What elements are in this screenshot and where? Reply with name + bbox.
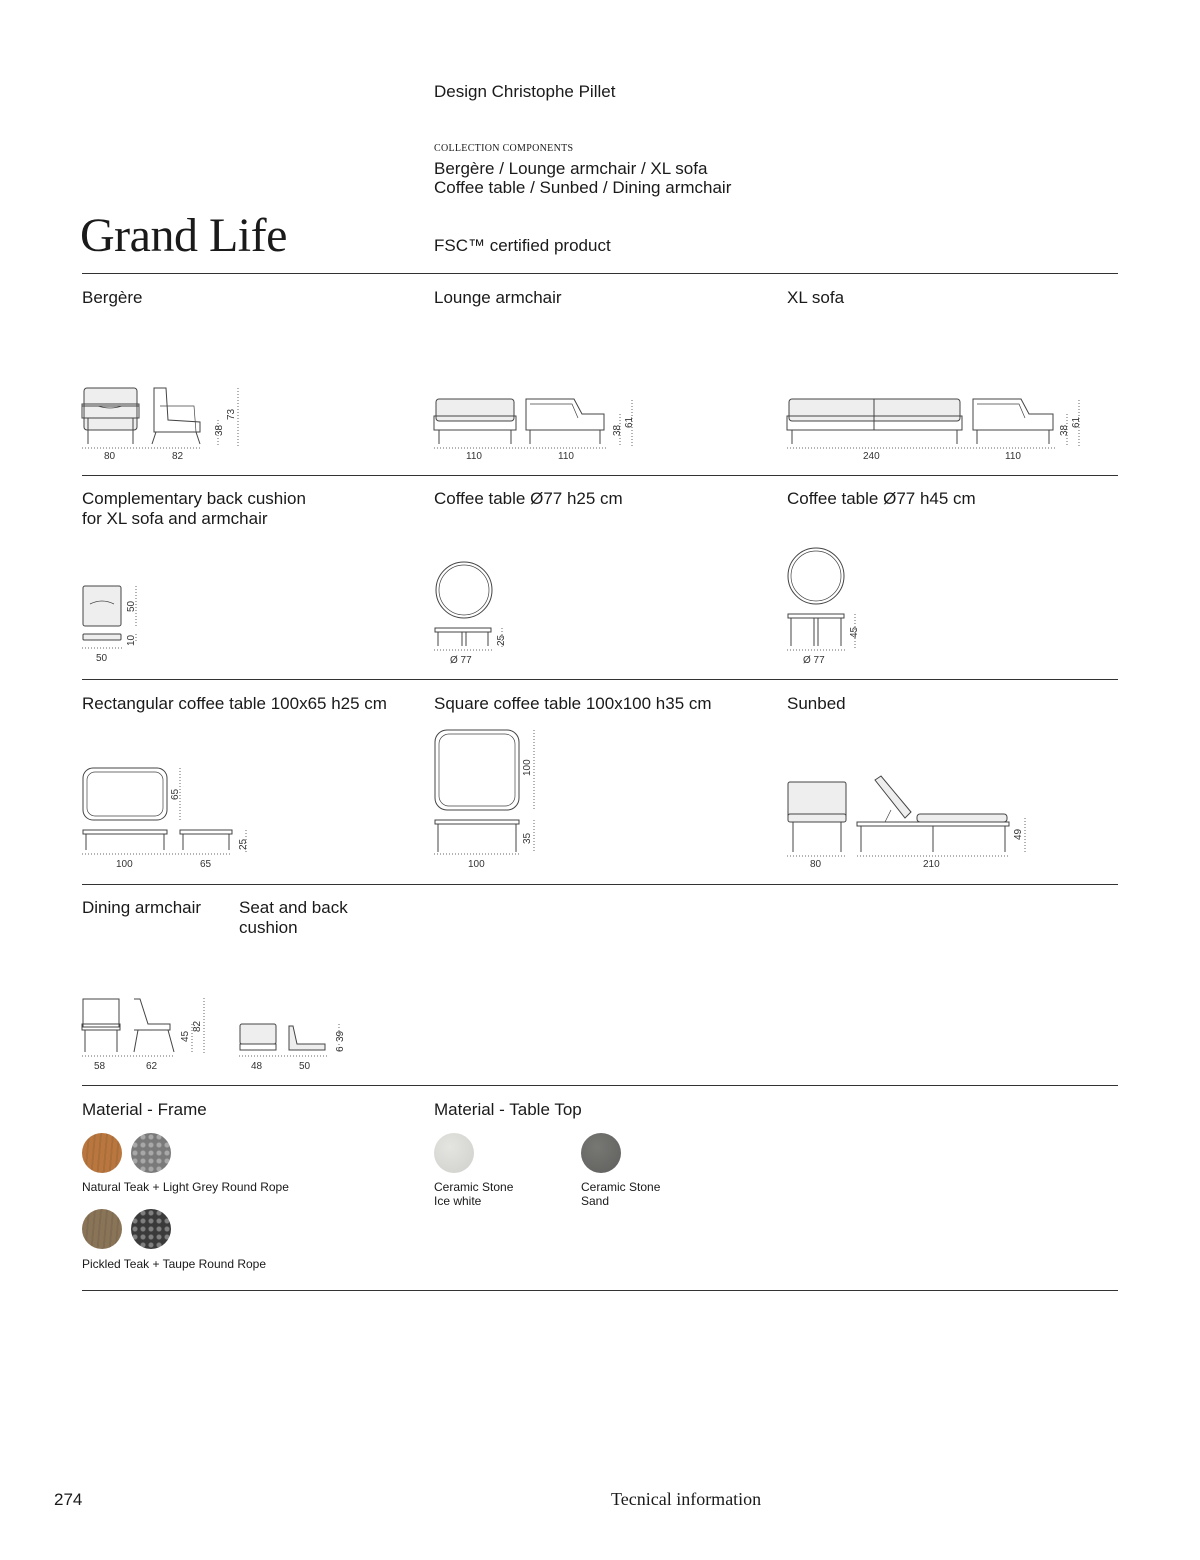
product-title-square: Square coffee table 100x100 h35 cm [434,694,712,713]
components-line-1: Bergère / Lounge armchair / XL sofa [434,159,708,178]
material-top-title: Material - Table Top [434,1100,582,1119]
dim-label: 6 [335,1046,346,1052]
material-top-label-line-1: Ceramic Stone [434,1180,514,1194]
dim-label: 110 [558,451,574,462]
seatcushion-drawing [239,1020,359,1076]
divider [82,679,1118,680]
dim-label: 48 [251,1061,263,1072]
coffee25-drawing [434,560,524,670]
dim-label: 25 [238,838,249,850]
page-number: 274 [54,1490,83,1509]
dim-label: Ø 77 [450,655,472,666]
dim-label: 45 [849,626,860,638]
dim-label: 35 [522,832,533,844]
dim-label: 210 [923,859,940,870]
components-label: COLLECTION COMPONENTS [434,143,574,154]
dim-label: 65 [170,788,181,800]
swatch-pickled-teak [82,1209,122,1249]
material-top-label-line-2: Sand [581,1194,610,1208]
dim-label: 65 [200,859,212,870]
dim-label: 39 [335,1030,346,1042]
dim-label: 62 [146,1061,158,1072]
swatch-light-grey-rope [131,1133,171,1173]
product-title-sunbed: Sunbed [787,694,846,713]
dim-label: 73 [226,408,237,420]
dim-label: 80 [810,859,822,870]
designer-credit: Design Christophe Pillet [434,82,616,101]
product-title-seatcushion-line-1: Seat and back [239,898,348,917]
material-frame-title: Material - Frame [82,1100,207,1119]
product-title-bergere: Bergère [82,288,143,307]
dim-label: 80 [104,451,116,462]
product-title-coffee45: Coffee table Ø77 h45 cm [787,489,976,508]
material-frame-label: Natural Teak + Light Grey Round Rope [82,1180,289,1194]
dim-label: 50 [96,653,108,664]
dim-label: 58 [94,1061,106,1072]
page-title: Grand Life [80,209,287,262]
coffee45-drawing [787,546,877,670]
dim-label: 50 [126,600,137,612]
dim-label: 10 [126,634,137,646]
divider [82,1085,1118,1086]
dim-label: 49 [1013,828,1024,840]
product-title-rect: Rectangular coffee table 100x65 h25 cm [82,694,387,713]
sunbed-drawing [787,776,1037,870]
swatch-taupe-rope [131,1209,171,1249]
dim-label: Ø 77 [803,655,825,666]
product-title-cushion-line-2: for XL sofa and armchair [82,509,268,528]
components-line-2: Coffee table / Sunbed / Dining armchair [434,178,732,197]
bergere-drawing [82,384,252,464]
dim-label: 110 [466,451,482,462]
swatch-sand [581,1133,621,1173]
material-top-label-line-2: Ice white [434,1194,482,1208]
dim-label: 61 [1071,416,1082,428]
material-frame-label: Pickled Teak + Taupe Round Rope [82,1257,267,1271]
dim-label: 61 [624,416,635,428]
dim-label: 110 [1005,451,1021,462]
dim-label: 38 [1059,424,1070,436]
dim-label: 82 [192,1020,203,1032]
product-title-xlsofa: XL sofa [787,288,845,307]
dim-label: 100 [468,859,485,870]
divider [82,884,1118,885]
dining-drawing [82,996,222,1076]
section-name: Tecnical information [611,1489,762,1509]
divider [82,1290,1118,1291]
rect-table-drawing [82,766,262,870]
swatch-ice-white [434,1133,474,1173]
material-top-label-line-1: Ceramic Stone [581,1180,661,1194]
divider [82,273,1118,274]
product-title-seatcushion-line-2: cushion [239,918,298,937]
dim-label: 240 [863,451,880,462]
dim-label: 100 [116,859,133,870]
product-title-lounge: Lounge armchair [434,288,562,307]
dim-label: 100 [522,759,533,776]
product-title-dining: Dining armchair [82,898,202,917]
certification: FSC™ certified product [434,236,611,255]
dim-label: 82 [172,451,184,462]
dim-label: 38 [214,424,225,436]
cushion-drawing [82,584,162,668]
lounge-drawing [434,396,644,464]
swatch-natural-teak [82,1133,122,1173]
xlsofa-drawing [787,396,1087,464]
product-title-cushion-line-1: Complementary back cushion [82,489,306,508]
dim-label: 50 [299,1061,311,1072]
dim-label: 38 [612,424,623,436]
product-title-coffee25: Coffee table Ø77 h25 cm [434,489,623,508]
square-table-drawing [434,728,544,870]
dim-label: 45 [180,1030,191,1042]
dim-label: 25 [496,634,507,646]
divider [82,475,1118,476]
